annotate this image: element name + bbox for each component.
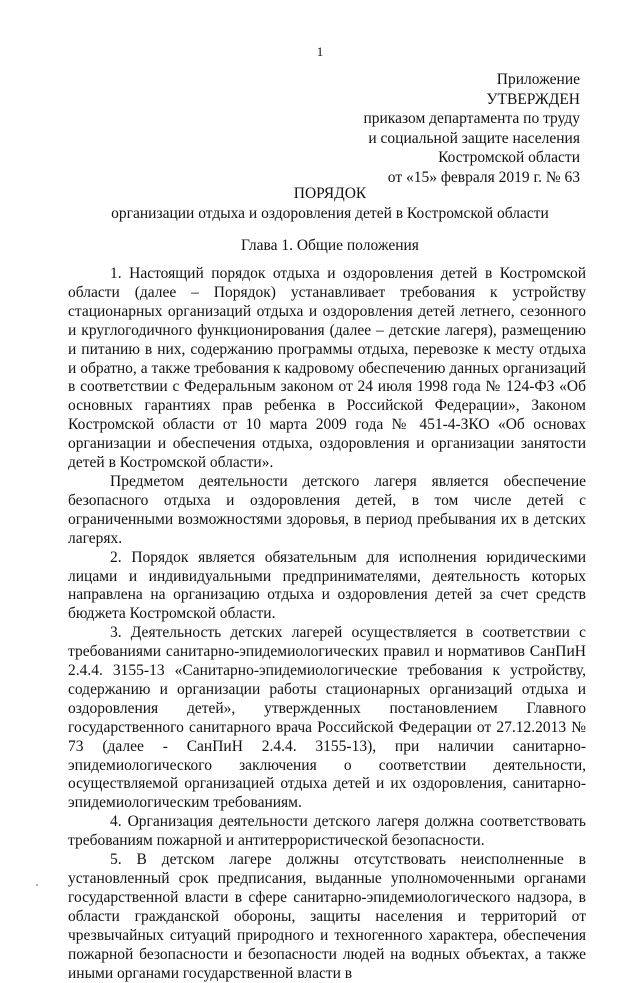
paragraph-2: Предметом деятельности детского лагеря является обеспечение безопасного отдыха и оздоровления детей, в том числе детей с ограниченными возможностями здоровья, в период пребывания их в детских лагерях.	[68, 472, 586, 547]
approval-date-line: от «15» февраля 2019 г. № 63	[387, 168, 580, 186]
document-body	[68, 265, 586, 983]
approval-approved-label: УТВЕРЖДЕН	[486, 90, 580, 108]
paragraph-4: 3. Деятельность детских лагерей осуществляется в соответствии с требованиями санитарно-эпидемиологических правил и нормативов СанПиН 2.4.4. 3155-13 «Санитарно-эпидемиологические требования к устройству, содержанию и организации работы стационарных организаций отдыха и оздоровления детей», утвержденных постановлением Главного государственного санитарного врача Российской Федерации от 27.12.2013 № 73 (далее - СанПиН 2.4.4. 3155-13), при наличии санитарно-эпидемиологического заключения о соответствии деятельности, осуществляемой организацией отдыха детей и их оздоровления, санитарно-эпидемиологическим требованиям.	[68, 624, 586, 812]
document-subtitle: организации отдыха и оздоровления детей в Костромской области	[111, 205, 549, 222]
approval-department-line: и социальной защите населения	[368, 129, 580, 147]
paragraph-1: 1. Настоящий порядок отдыха и оздоровления детей в Костромской области (далее – Порядок) устанавливает требования к устройству стационарных организаций отдыха и оздоровления детей летнего, сезонного и круглогодичного функционирования (далее – детские лагеря), размещению и питанию в них, содержанию программы отдыха, перевозке к месту отдыха и обратно, а также требования к кадровому обеспечению данных организаций в соответствии с Федеральным законом от 24 июля 1998 года № 124-ФЗ «Об основных гарантиях прав ребенка в Российской Федерации», Законом Костромской области от 10 марта 2009 года № 451-4-ЗКО «Об основах организации и обеспечения отдыха, оздоровления и организации занятости детей в Костромской области».	[68, 265, 586, 472]
document-title: ПОРЯДОК	[293, 185, 367, 202]
chapter-heading: Глава 1. Общие положения	[241, 237, 419, 254]
approval-appendix-label: Приложение	[496, 71, 580, 88]
approval-region-line: Костромской области	[438, 149, 580, 166]
approval-order-line: приказом департамента по труду	[363, 110, 580, 127]
scan-dot-mark	[36, 884, 38, 886]
approval-stamp-block	[260, 70, 580, 187]
page-number: 1	[316, 44, 324, 59]
paragraph-3: 2. Порядок является обязательным для исполнения юридическими лицами и индивидуальными предпринимателями, деятельность которых направлена на организацию отдыха и оздоровления детей за счет средств бюджета Костромской области.	[68, 548, 586, 623]
paragraph-5: 4. Организация деятельности детского лагеря должна соответствовать требованиям пожарной и антитеррористической безопасности.	[68, 813, 586, 850]
document-title-block	[60, 184, 600, 224]
paragraph-6: 5. В детском лагере должны отсутствовать неисполненные в установленный срок предписания, выданные уполномоченными органами государственной власти в сфере санитарно-эпидемиологического надзора, в области гражданской обороны, защиты населения и территорий от чрезвычайных ситуаций природного и техногенного характера, обеспечения пожарной безопасности и безопасности людей на водных объектах, а также иными органами государственной власти в	[68, 851, 586, 982]
